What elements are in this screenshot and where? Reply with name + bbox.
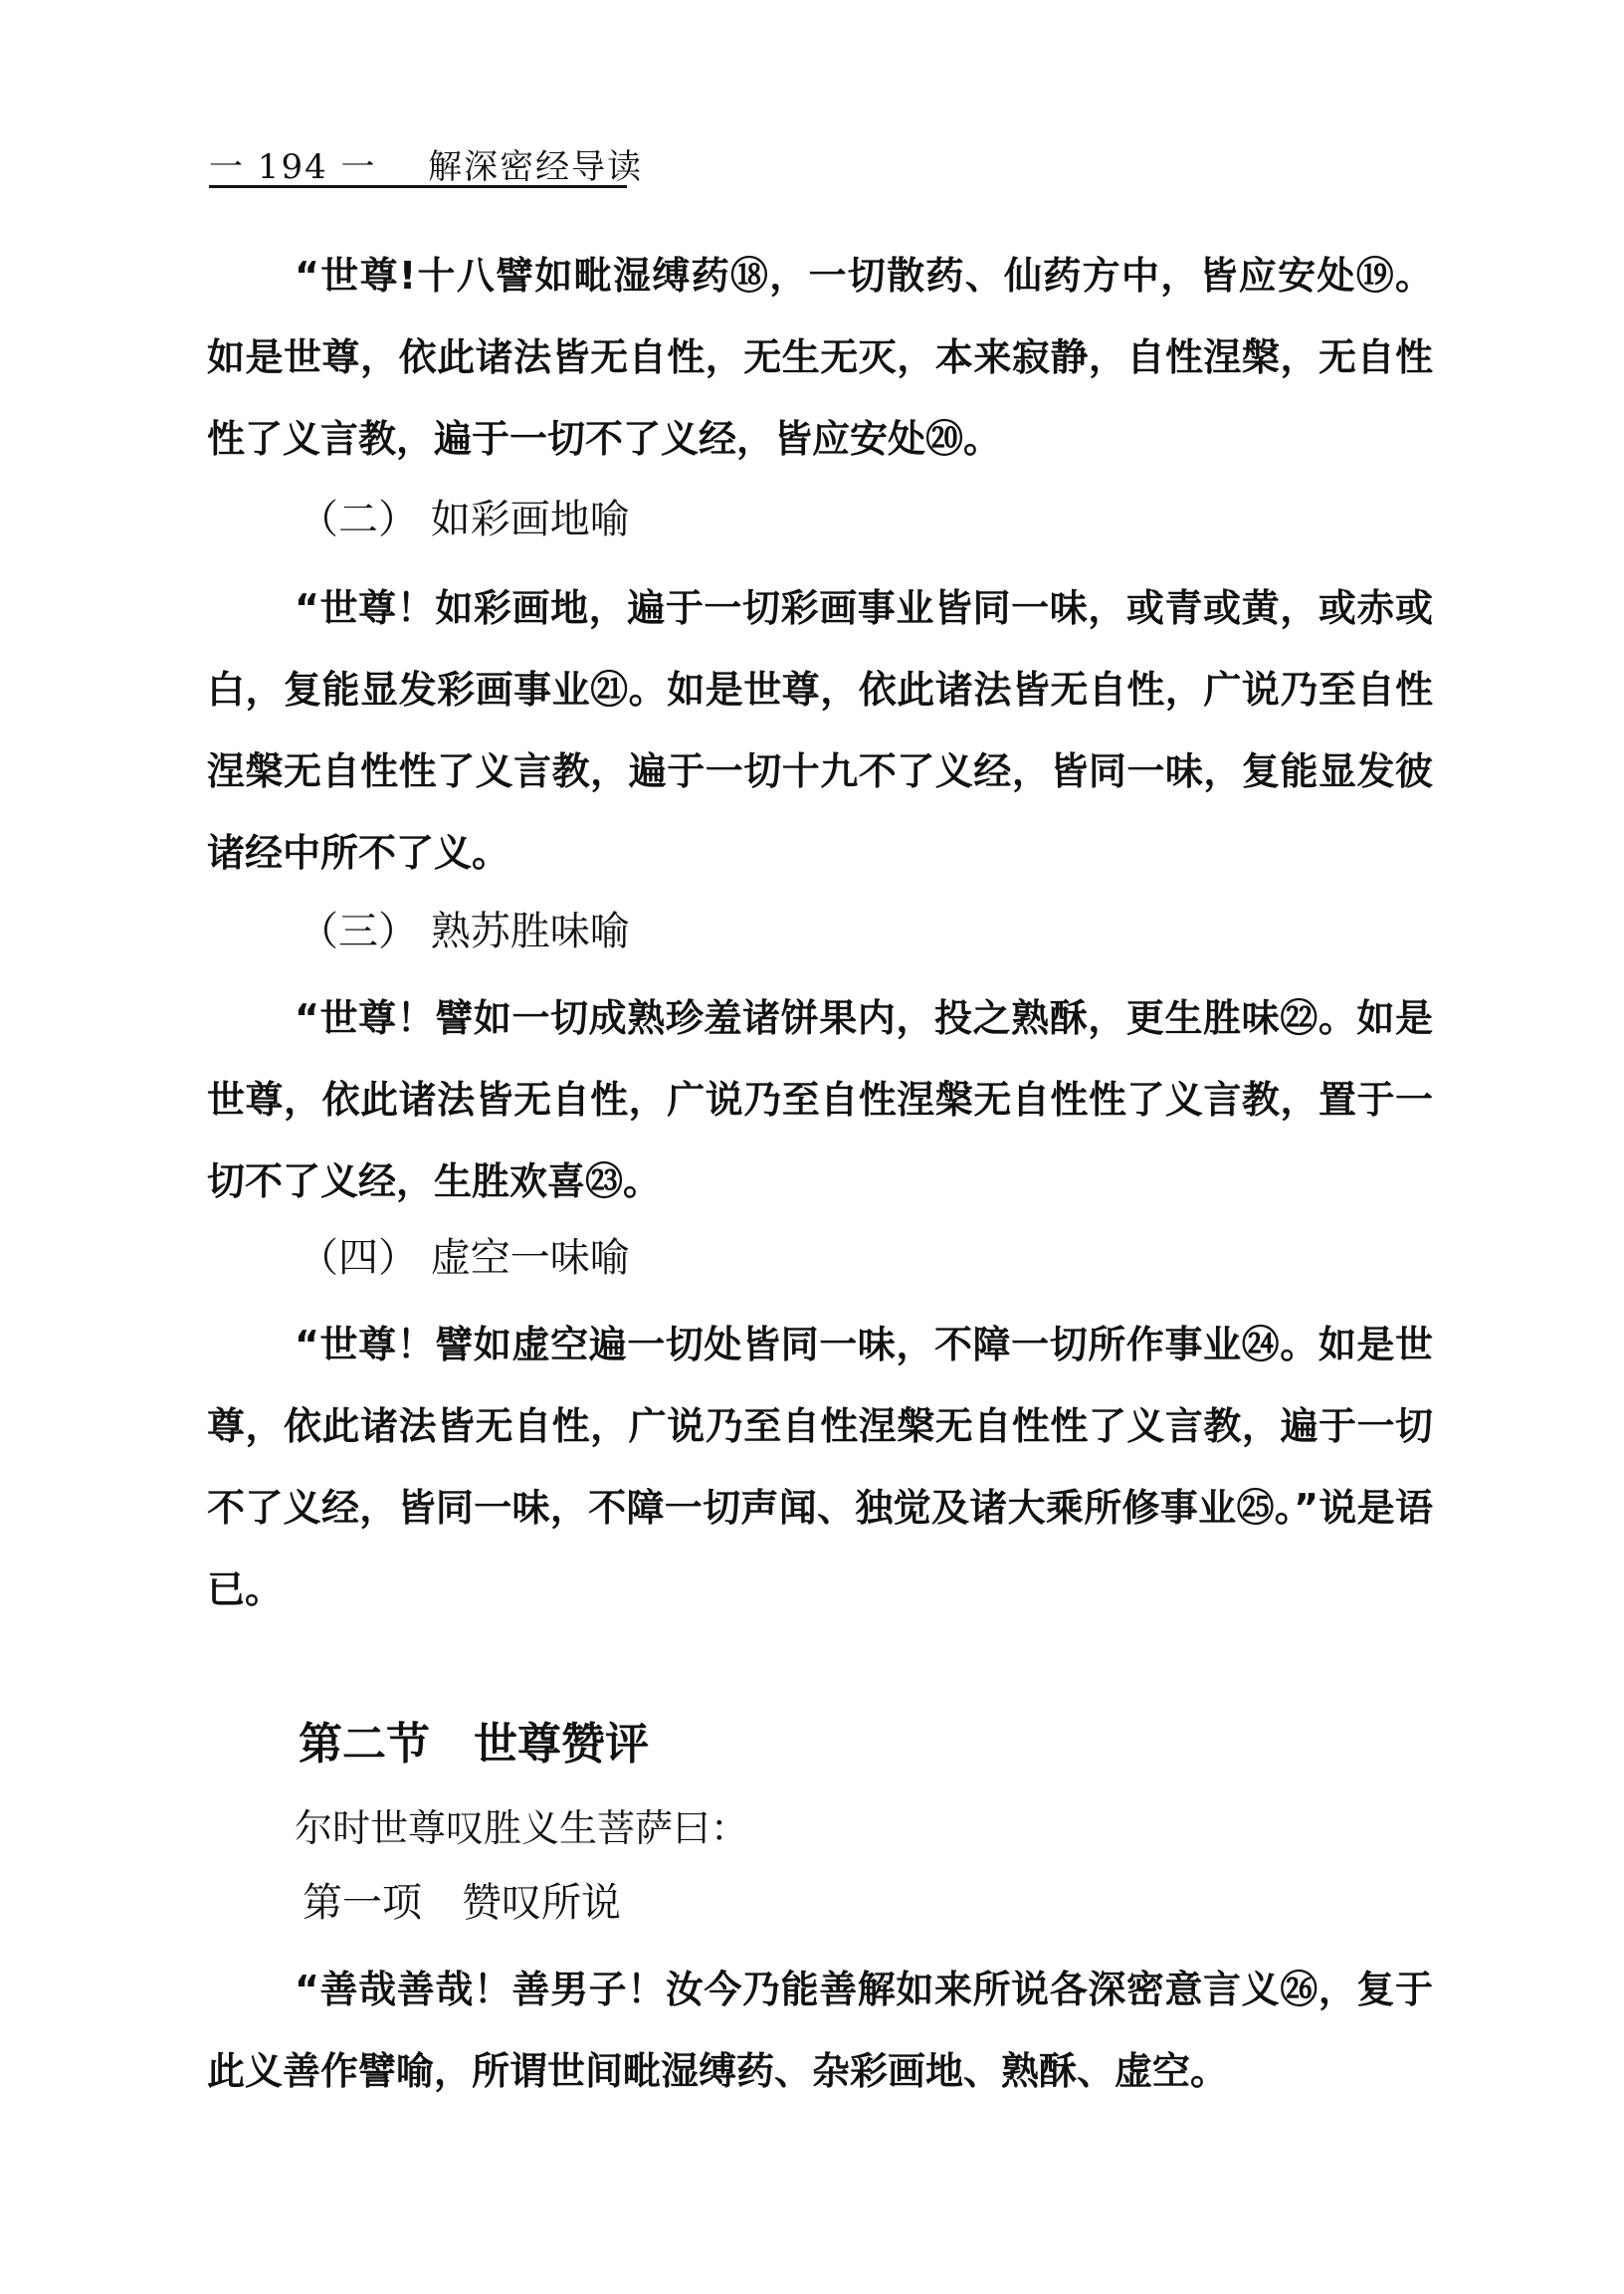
item-title: 第一项 赞叹所说	[303, 1880, 621, 1926]
subheading: （二） 如彩画地喻	[299, 497, 630, 542]
page-number: 一 194 一	[209, 147, 377, 187]
book-title: 解深密经导读	[428, 147, 644, 187]
header-rule	[209, 185, 627, 188]
page-header	[209, 139, 643, 188]
subheading: （四） 虚空一味喻	[299, 1235, 630, 1281]
subheading: （三） 熟苏胜味喻	[299, 909, 630, 954]
paragraph: “世尊!十八譬如毗湿缚药⑱，一切散药、仙药方中，皆应安处⑲。如是世尊，依此诸法皆无自性，无生无灭，本来寂静，自性涅槃，无自性性了义言教，遍于一切不了义经，皆应安处⑳。	[207, 254, 1433, 461]
paragraph: “世尊！譬如一切成熟珍羞诸饼果内，投之熟酥，更生胜味㉒。如是世尊，依此诸法皆无自性，广说乃至自性涅槃无自性性了义言教，置于一切不了义经，生胜欢喜㉓。	[207, 996, 1433, 1203]
paragraph: “世尊！如彩画地，遍于一切彩画事业皆同一味，或青或黄，或赤或白，复能显发彩画事业㉑。如是世尊，依此诸法皆无自性，广说乃至自性涅槃无自性性了义言教，遍于一切十九不了义经，皆同一味，复能显发彼诸经中所不了义。	[207, 586, 1433, 875]
paragraph: “善哉善哉！善男子！汝今乃能善解如来所说各深密意言义㉖，复于此义善作譬喻，所谓世间毗湿缚药、杂彩画地、熟酥、虚空。	[207, 1968, 1433, 2093]
section-intro: 尔时世尊叹胜义生菩萨曰：	[295, 1806, 749, 1850]
section-title: 第二节 世尊赞评	[299, 1719, 649, 1770]
paragraph: “世尊！譬如虚空遍一切处皆同一味，不障一切所作事业㉔。如是世尊，依此诸法皆无自性，广说乃至自性涅槃无自性性了义言教，遍于一切不了义经，皆同一味，不障一切声闻、独觉及诸大乘所修事业㉕。”说是语已。	[207, 1323, 1433, 1611]
